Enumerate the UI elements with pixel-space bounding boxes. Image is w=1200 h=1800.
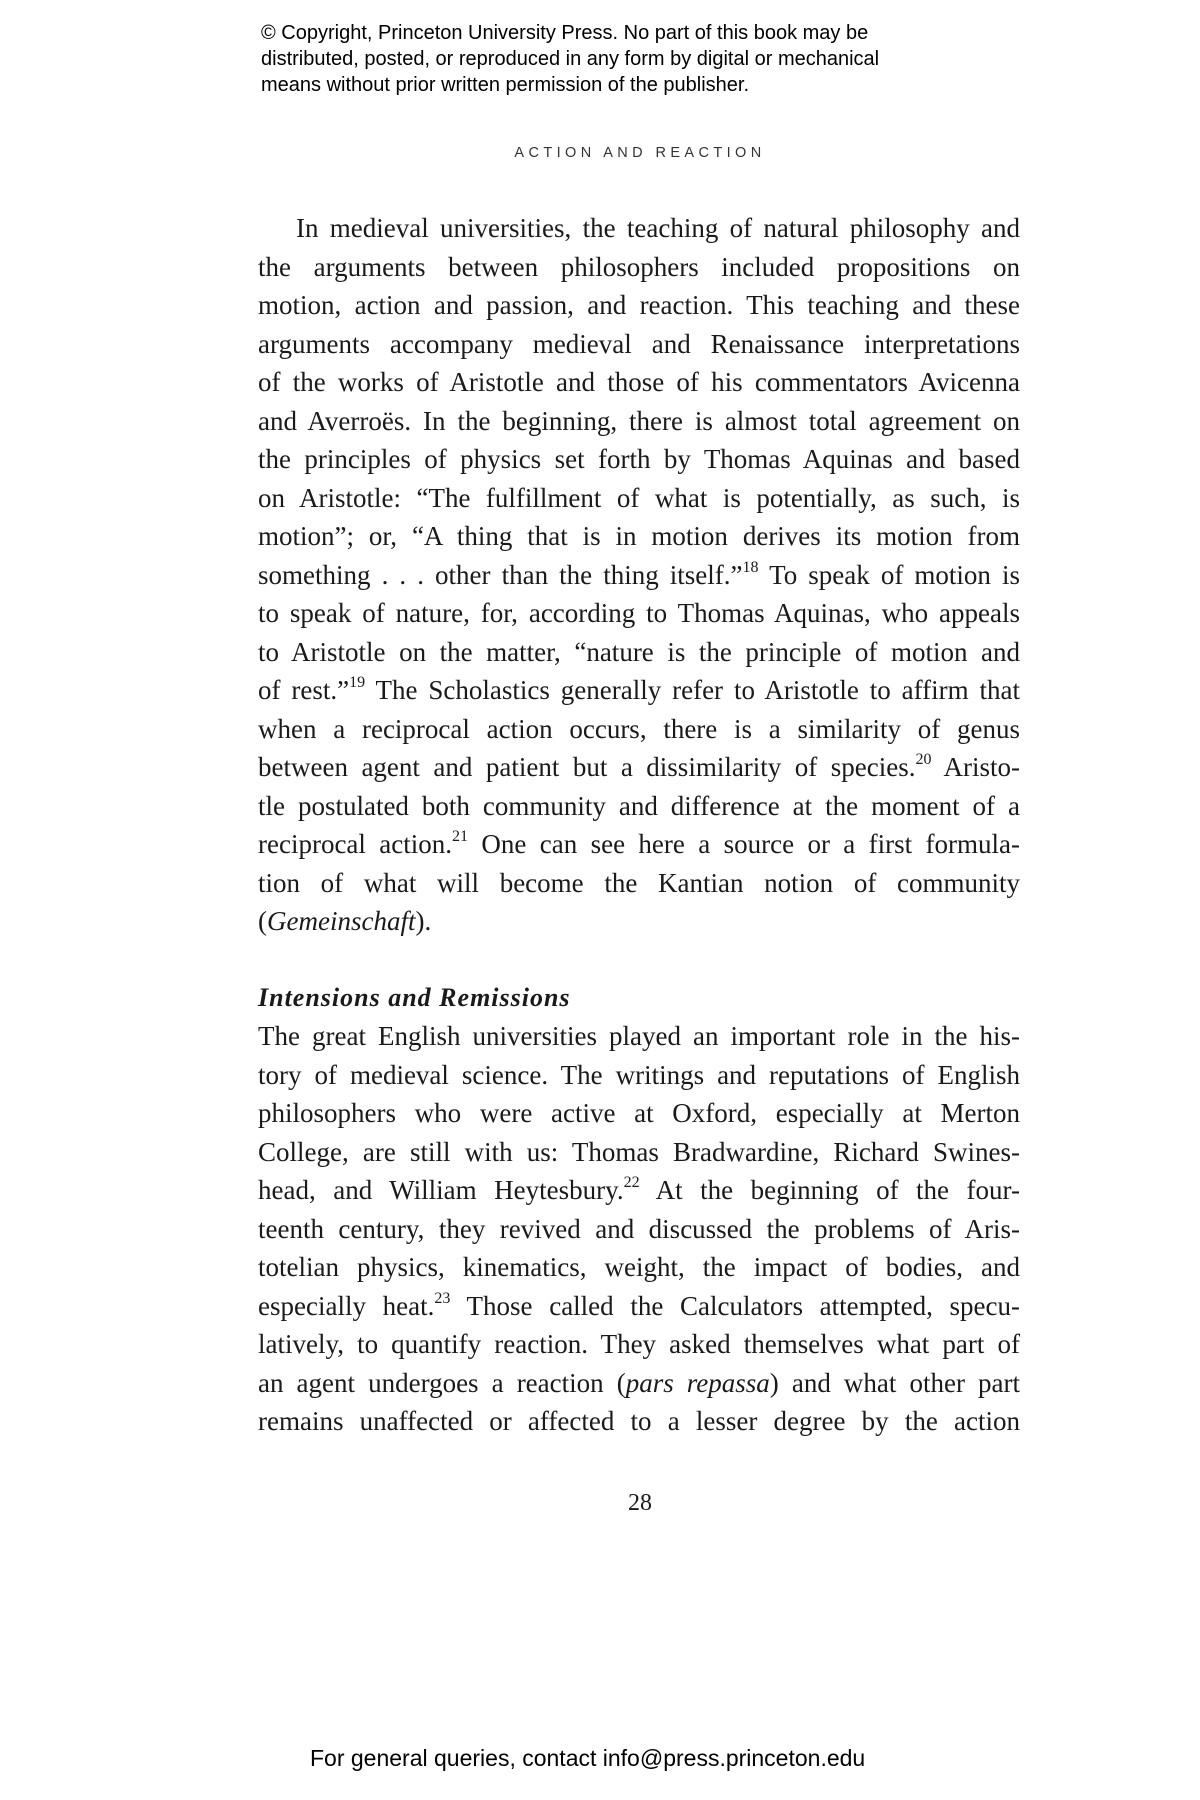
text-line: tory of medieval science. The writings and reputations of English bbox=[258, 1059, 1020, 1090]
text-line: the principles of physics set forth by Thomas Aquinas and based bbox=[258, 444, 1020, 474]
text-line: when a reciprocal action occurs, there is a similarity of genus bbox=[258, 713, 1020, 744]
text-line: of the works of Aristotle and those of his commentators Avicenna bbox=[258, 367, 1020, 397]
line-text: At the beginning of the four- bbox=[639, 1175, 1020, 1205]
line-text: of rest.” bbox=[258, 675, 350, 705]
footnote-ref-18: 18 bbox=[742, 558, 759, 576]
text-line bbox=[258, 1171, 1020, 1210]
section-heading: Intensions and Remissions bbox=[258, 982, 571, 1012]
text-line: motion, action and passion, and reaction. This teaching and these bbox=[258, 290, 1020, 320]
line-text: ). bbox=[415, 906, 432, 936]
page-body bbox=[258, 209, 1020, 1441]
footnote-ref-23: 23 bbox=[434, 1289, 451, 1307]
text-line: the arguments between philosophers included propositions on bbox=[258, 251, 1020, 282]
text-line: and Averroës. In the beginning, there is almost total agreement on bbox=[258, 405, 1020, 436]
text-line bbox=[258, 1364, 1020, 1403]
text-line: arguments accompany medieval and Renaissance interpretations bbox=[258, 328, 1020, 359]
text-line bbox=[258, 1287, 1020, 1326]
line-text: To speak of motion is bbox=[758, 559, 1020, 590]
copyright-line: distributed, posted, or reproduced in any form by digital or mechanical bbox=[261, 48, 880, 70]
text-line: motion”; or, “A thing that is in motion derives its motion from bbox=[258, 521, 1020, 551]
line-text: head, and William Heytesbury. bbox=[258, 1175, 624, 1205]
line-text: between agent and patient but a dissimilarity of species. bbox=[258, 752, 916, 782]
text-line bbox=[258, 748, 1020, 787]
text-line: to speak of nature, for, according to Thomas Aquinas, who appeals bbox=[258, 598, 1020, 628]
text-line: teenth century, they revived and discussed the problems of Aris- bbox=[258, 1213, 1020, 1244]
text-line: tion of what will become the Kantian notion of community bbox=[258, 867, 1020, 898]
page-number: 28 bbox=[628, 1490, 652, 1516]
copyright-line: © Copyright, Princeton University Press. No part of this book may be bbox=[261, 22, 869, 44]
line-text: ) and what other part bbox=[769, 1367, 1020, 1398]
contact-footer: For general queries, contact info@press.princeton.edu bbox=[310, 1745, 866, 1771]
text-line: remains unaffected or affected to a lesser degree by the action bbox=[258, 1406, 1020, 1436]
line-text: reciprocal action. bbox=[258, 829, 453, 859]
text-line: latively, to quantify reaction. They asked themselves what part of bbox=[258, 1329, 1020, 1359]
text-line bbox=[258, 671, 1020, 710]
italic-term: pars repassa bbox=[625, 1367, 770, 1398]
text-line: totelian physics, kinematics, weight, the impact of bodies, and bbox=[258, 1252, 1020, 1282]
footnote-ref-19: 19 bbox=[349, 674, 366, 691]
line-text: ( bbox=[258, 906, 267, 936]
footnote-ref-20: 20 bbox=[915, 751, 932, 768]
line-text: something . . . other than the thing itself.” bbox=[258, 559, 743, 590]
line-text: Those called the Calculators attempted, specu- bbox=[450, 1290, 1021, 1321]
copyright-notice bbox=[261, 20, 961, 98]
text-line bbox=[258, 825, 1020, 864]
text-line: philosophers who were active at Oxford, especially at Merton bbox=[258, 1098, 1020, 1128]
text-line: tle postulated both community and difference at the moment of a bbox=[258, 790, 1020, 821]
text-line: The great English universities played an important role in the his- bbox=[258, 1021, 1020, 1051]
text-line bbox=[258, 556, 1020, 595]
line-text: Aristo- bbox=[931, 752, 1020, 782]
paragraph-1 bbox=[258, 209, 1020, 941]
text-line: In medieval universities, the teaching of natural philosophy and bbox=[296, 213, 1020, 243]
running-head: ACTION AND REACTION bbox=[514, 145, 766, 161]
footnote-ref-22: 22 bbox=[623, 1174, 640, 1191]
line-text: an agent undergoes a reaction ( bbox=[258, 1367, 626, 1398]
copyright-line: means without prior written permission of the publisher. bbox=[261, 74, 750, 96]
italic-term: Gemeinschaft bbox=[267, 906, 416, 936]
text-line: College, are still with us: Thomas Bradwardine, Richard Swines- bbox=[258, 1136, 1020, 1167]
footnote-ref-21: 21 bbox=[452, 828, 469, 845]
line-text: especially heat. bbox=[258, 1290, 435, 1321]
line-text: The Scholastics generally refer to Aristotle to affirm that bbox=[365, 675, 1020, 705]
text-line: on Aristotle: “The fulfillment of what is potentially, as such, is bbox=[258, 482, 1020, 513]
paragraph-2 bbox=[258, 1017, 1020, 1441]
line-text: One can see here a source or a first formula- bbox=[468, 829, 1020, 859]
text-line: to Aristotle on the matter, “nature is the principle of motion and bbox=[258, 636, 1020, 667]
text-line bbox=[258, 902, 1020, 941]
